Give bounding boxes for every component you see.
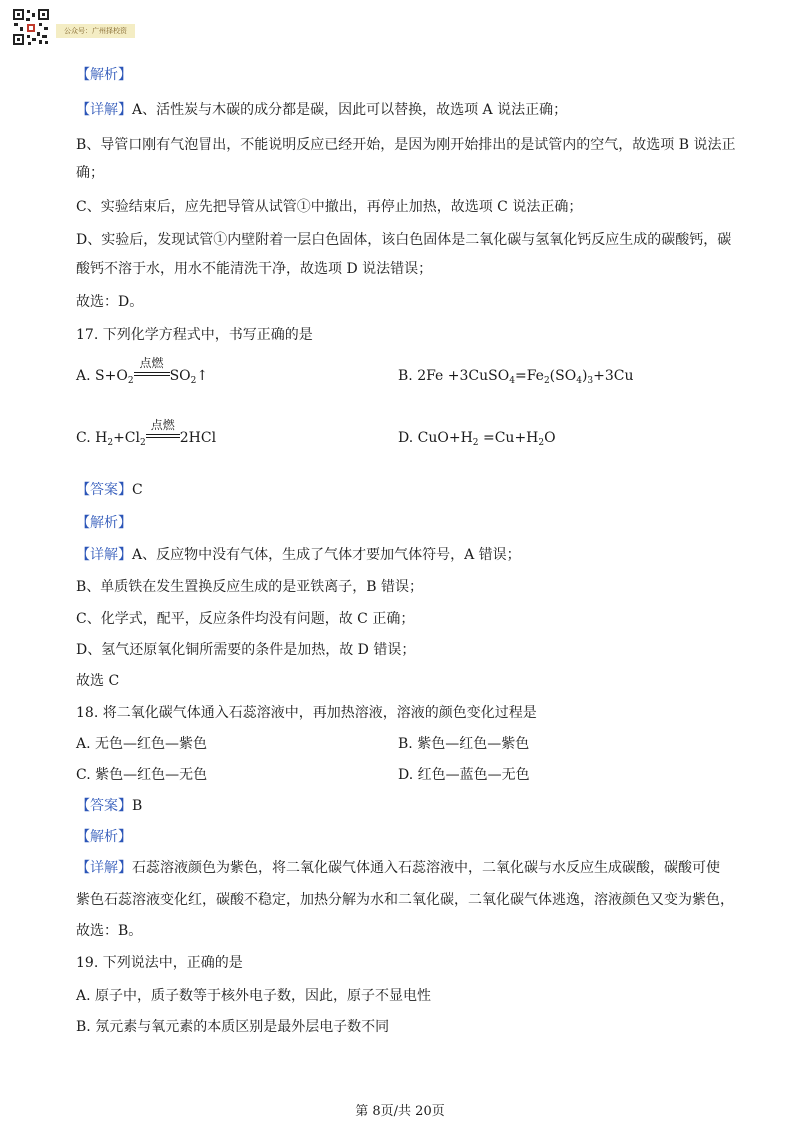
q17-option-c-sub-2: 2	[140, 438, 146, 448]
q16-analysis-label: 【解析】	[76, 67, 132, 83]
q17-option-c-product: 2HCl	[179, 430, 217, 446]
q17-option-a-product: SO	[169, 368, 191, 384]
q17-option-c-equals	[146, 418, 180, 446]
q16-detail-label: 【详解】	[76, 102, 132, 118]
q18-answer-label: 【答案】	[76, 798, 132, 814]
q17-option-b-sub-1: 4	[509, 376, 515, 386]
q17-option-d	[398, 430, 556, 446]
q18-answer	[76, 795, 142, 815]
q18-option-b: B. 紫色—红色—紫色	[398, 736, 530, 752]
q16-detail-line-2: B、导管口刚有气泡冒出，不能说明反应已经开始，是因为刚开始排出的是试管内的空气，故选项 B 说法正	[76, 137, 736, 153]
q17-option-a-condition: 点燃	[139, 356, 164, 370]
page-number: 第 8页/共 20页	[355, 1104, 445, 1119]
q18-analysis-label: 【解析】	[76, 829, 132, 845]
q17-option-c-part-1: H	[95, 430, 108, 446]
q17-option-c-label: C.	[76, 430, 91, 446]
q17-detail-line-1	[76, 544, 521, 564]
qr-code	[12, 8, 50, 46]
wechat-account-tag: 公众号：广州择校资	[56, 24, 135, 38]
q17-option-b-sub-4: 3	[587, 376, 594, 386]
q17-option-c-sub-1: 2	[107, 438, 114, 448]
q17-detail-label: 【详解】	[76, 547, 132, 563]
q17-option-a-double-bar	[134, 372, 170, 376]
q17-option-d-sub-1: 2	[472, 438, 479, 448]
q16-detail-line-1	[76, 99, 567, 119]
q16-detail-line-3: 确；	[76, 165, 104, 181]
q16-detail-line-6: 酸钙不溶于水，用水不能清洗干净，故选项 D 说法错误；	[76, 261, 433, 277]
q17-answer	[76, 479, 143, 499]
q17-option-d-part-1: CuO+H	[417, 430, 473, 446]
q17-option-d-part-3: O	[544, 430, 556, 446]
q16-detail-line-4: C、实验结束后，应先把导管从试管①中撤出，再停止加热，故选项 C 说法正确；	[76, 199, 583, 215]
q17-option-b-part-1: 2Fe +3CuSO	[417, 368, 510, 384]
q17-option-d-label: D.	[398, 430, 414, 446]
q17-option-c	[76, 418, 217, 448]
q17-conclusion: 故选 C	[76, 673, 120, 689]
q16-conclusion: 故选：D。	[76, 294, 144, 310]
q17-option-a-sub-2: 2	[190, 376, 197, 386]
q17-option-c-double-bar	[146, 434, 180, 438]
q17-option-c-condition: 点燃	[150, 418, 175, 432]
q18-detail-line-1	[76, 857, 720, 877]
q17-detail-line-2: B、单质铁在发生置换反应生成的是亚铁离子，B 错误；	[76, 579, 424, 595]
q17-analysis-label: 【解析】	[76, 515, 132, 531]
q19-stem: 19. 下列说法中，正确的是	[76, 955, 243, 971]
q17-option-b-label: B.	[398, 368, 413, 384]
q18-option-c: C. 紫色—红色—无色	[76, 767, 208, 783]
q17-detail-text: A、反应物中没有气体，生成了气体才要加气体符号，A 错误；	[132, 547, 521, 563]
q17-option-b-part-2: =Fe	[514, 368, 544, 384]
q19-option-b: B. 氖元素与氧元素的本质区别是最外层电子数不同	[76, 1019, 390, 1035]
q17-option-a-reactants: S+O	[95, 368, 128, 384]
q17-stem: 17. 下列化学方程式中，书写正确的是	[76, 327, 313, 343]
q17-option-c-part-2: +Cl	[113, 430, 140, 446]
q17-option-d-part-2: =Cu+H	[478, 430, 539, 446]
q17-option-a-equals	[134, 356, 170, 384]
q17-option-a-sub-1: 2	[127, 376, 134, 386]
q18-detail-label: 【详解】	[76, 860, 132, 876]
q19-option-a: A. 原子中，质子数等于核外电子数，因此，原子不显电性	[76, 988, 432, 1004]
q17-option-a-gas-arrow: ↑	[196, 368, 209, 384]
q18-detail-line-2: 紫色石蕊溶液变化红，碳酸不稳定，加热分解为水和二氧化碳，二氧化碳气体逃逸，溶液颜色又变为紫色，	[76, 892, 734, 908]
q18-answer-value: B	[132, 798, 143, 814]
q16-detail-line-5: D、实验后，发现试管①内壁附着一层白色固体，该白色固体是二氧化碳与氢氧化钙反应生成的碳酸钙，碳	[76, 232, 732, 248]
q17-option-b-part-4: )	[581, 368, 588, 384]
q17-option-a-label: A.	[76, 368, 91, 384]
q17-option-b-sub-2: 2	[543, 376, 550, 386]
q17-option-b-part-5: +3Cu	[593, 368, 634, 384]
q18-stem: 18. 将二氧化碳气体通入石蕊溶液中，再加热溶液，溶液的颜色变化过程是	[76, 705, 537, 721]
q17-option-b	[398, 368, 634, 384]
q17-detail-line-3: C、化学式，配平，反应条件均没有问题，故 C 正确；	[76, 611, 415, 627]
q17-option-b-sub-3: 4	[576, 376, 582, 386]
q17-option-a	[76, 356, 209, 386]
q16-detail-text: A、活性炭与木碳的成分都是碳，因此可以替换，故选项 A 说法正确；	[132, 102, 568, 118]
q18-detail-text: 石蕊溶液颜色为紫色，将二氧化碳气体通入石蕊溶液中，二氧化碳与水反应生成碳酸，碳酸可使	[132, 860, 720, 876]
q18-option-d: D. 红色—蓝色—无色	[398, 767, 530, 783]
q17-detail-line-4: D、氢气还原氧化铜所需要的条件是加热，故 D 错误；	[76, 642, 416, 658]
q18-detail-line-3: 故选：B。	[76, 923, 143, 939]
q17-answer-label: 【答案】	[76, 482, 132, 498]
q17-answer-value: C	[132, 482, 143, 498]
q18-option-a: A. 无色—红色—紫色	[76, 736, 208, 752]
q17-option-b-part-3: (SO	[549, 368, 577, 384]
q17-option-d-sub-2: 2	[538, 438, 545, 448]
